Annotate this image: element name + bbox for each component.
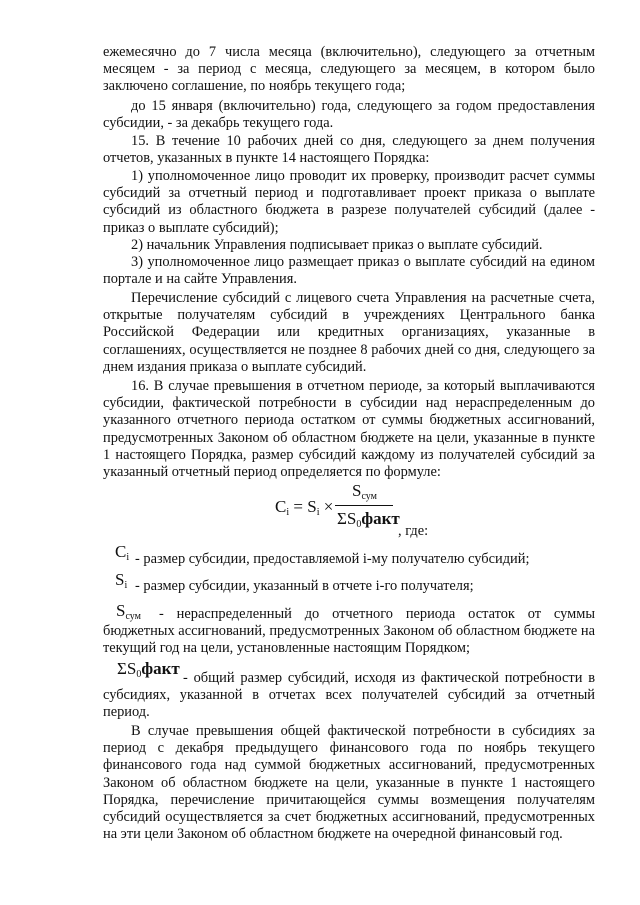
formula-lhs: C	[275, 497, 287, 516]
definition-sigma: - общий размер субсидий, исходя из фактической потребности в субсидиях, указанной в отчетах всех получателей субсидий за отчетный период.	[103, 670, 595, 721]
paragraph-transfer: Перечисление субсидий с лицевого счета Управления на расчетные счета, открытые получателям субсидий в учреждениях Центрального банка Российской Федерации или кредитных организациях, указанные в соглашениях, осуществляется не позднее 8 рабочих дней со дня, следующего за днем издания приказа о выплате субсидий.	[103, 290, 595, 375]
definition-ci: - размер субсидии, предоставляемой i-му получателю субсидий;	[135, 551, 530, 567]
paragraph-item-15-2: 2) начальник Управления подписывает приказ о выплате субсидий.	[131, 237, 543, 253]
paragraph-monthly: ежемесячно до 7 числа месяца (включительно), следующего за отчетным месяцем - за период с месяца, следующего за месяцем, в котором было заключено соглашение, по ноябрь текущего года;	[103, 44, 595, 95]
paragraph-excess: В случае превышения общей фактической потребности в субсидиях за период с декабря предыдущего финансового года по ноябрь текущего финансового года над суммой бюджетных ассигнований, предусмотренных Законом об областном бюджете на цели, указанные в пункте 1 настоящего Порядка, перечисление причитающейся суммы возмещения получателям субсидий осуществляется за счет бюджетных ассигнований, предусмотренных на эти цели Законом об областном бюджете на очередной финансовый год.	[103, 723, 595, 843]
fraction-bar	[335, 505, 393, 506]
symbol-sigma-s0-fact: $\Sigma S_0факт$	[117, 659, 180, 680]
paragraph-january: до 15 января (включительно) года, следующего за годом предоставления субсидии, - за декабрь текущего года.	[103, 98, 595, 132]
definition-ssum: - нераспределенный до отчетного периода остаток от суммы бюджетных ассигнований, предусмотренных Законом об областном бюджете на текущий год на цели, установленные настоящим Порядком;	[103, 606, 595, 657]
paragraph-item-15: 15. В течение 10 рабочих дней со дня, следующего за днем получения отчетов, указанных в пункте 14 настоящего Порядка:	[103, 133, 595, 167]
definition-si: - размер субсидии, указанный в отчете i-го получателя;	[135, 578, 474, 594]
symbol-ci: $C_i$	[115, 542, 130, 563]
paragraph-item-15-1: 1) уполномоченное лицо проводит их проверку, производит расчет суммы субсидий за отчетный период и подготавливает проект приказа о выплате субсидий из областного бюджета в разрезе получателей субсидий (далее - приказ о выплате субсидий);	[103, 168, 595, 236]
formula-numerator: $S_{сум}$	[352, 481, 377, 502]
paragraph-item-15-3: 3) уполномоченное лицо размещает приказ о выплате субсидий на едином портале и на сайте Управления.	[103, 254, 595, 288]
subsidy-formula: $C_i = S_i$ × $S_{сум}$ $\Sigma S_0факт$ , где:	[275, 481, 429, 539]
symbol-ssum: $S_{сум}$	[116, 601, 141, 622]
symbol-si: $S_i$	[115, 570, 128, 591]
paragraph-item-16: 16. В случае превышения в отчетном периоде, за который выплачиваются субсидии, фактической потребности в субсидии над нераспределенным до указанного отчетного периода остатком от суммы бюджетных ассигнований, предусмотренных Законом об областном бюджете на цели, указанные в пункте 1 настоящего Порядка, размер субсидий каждому из получателей субсидий за указанный отчетный период определяется по формуле:	[103, 378, 595, 481]
formula-denominator: $\Sigma S_0факт$	[337, 509, 400, 530]
formula-where: , где:	[398, 523, 429, 539]
